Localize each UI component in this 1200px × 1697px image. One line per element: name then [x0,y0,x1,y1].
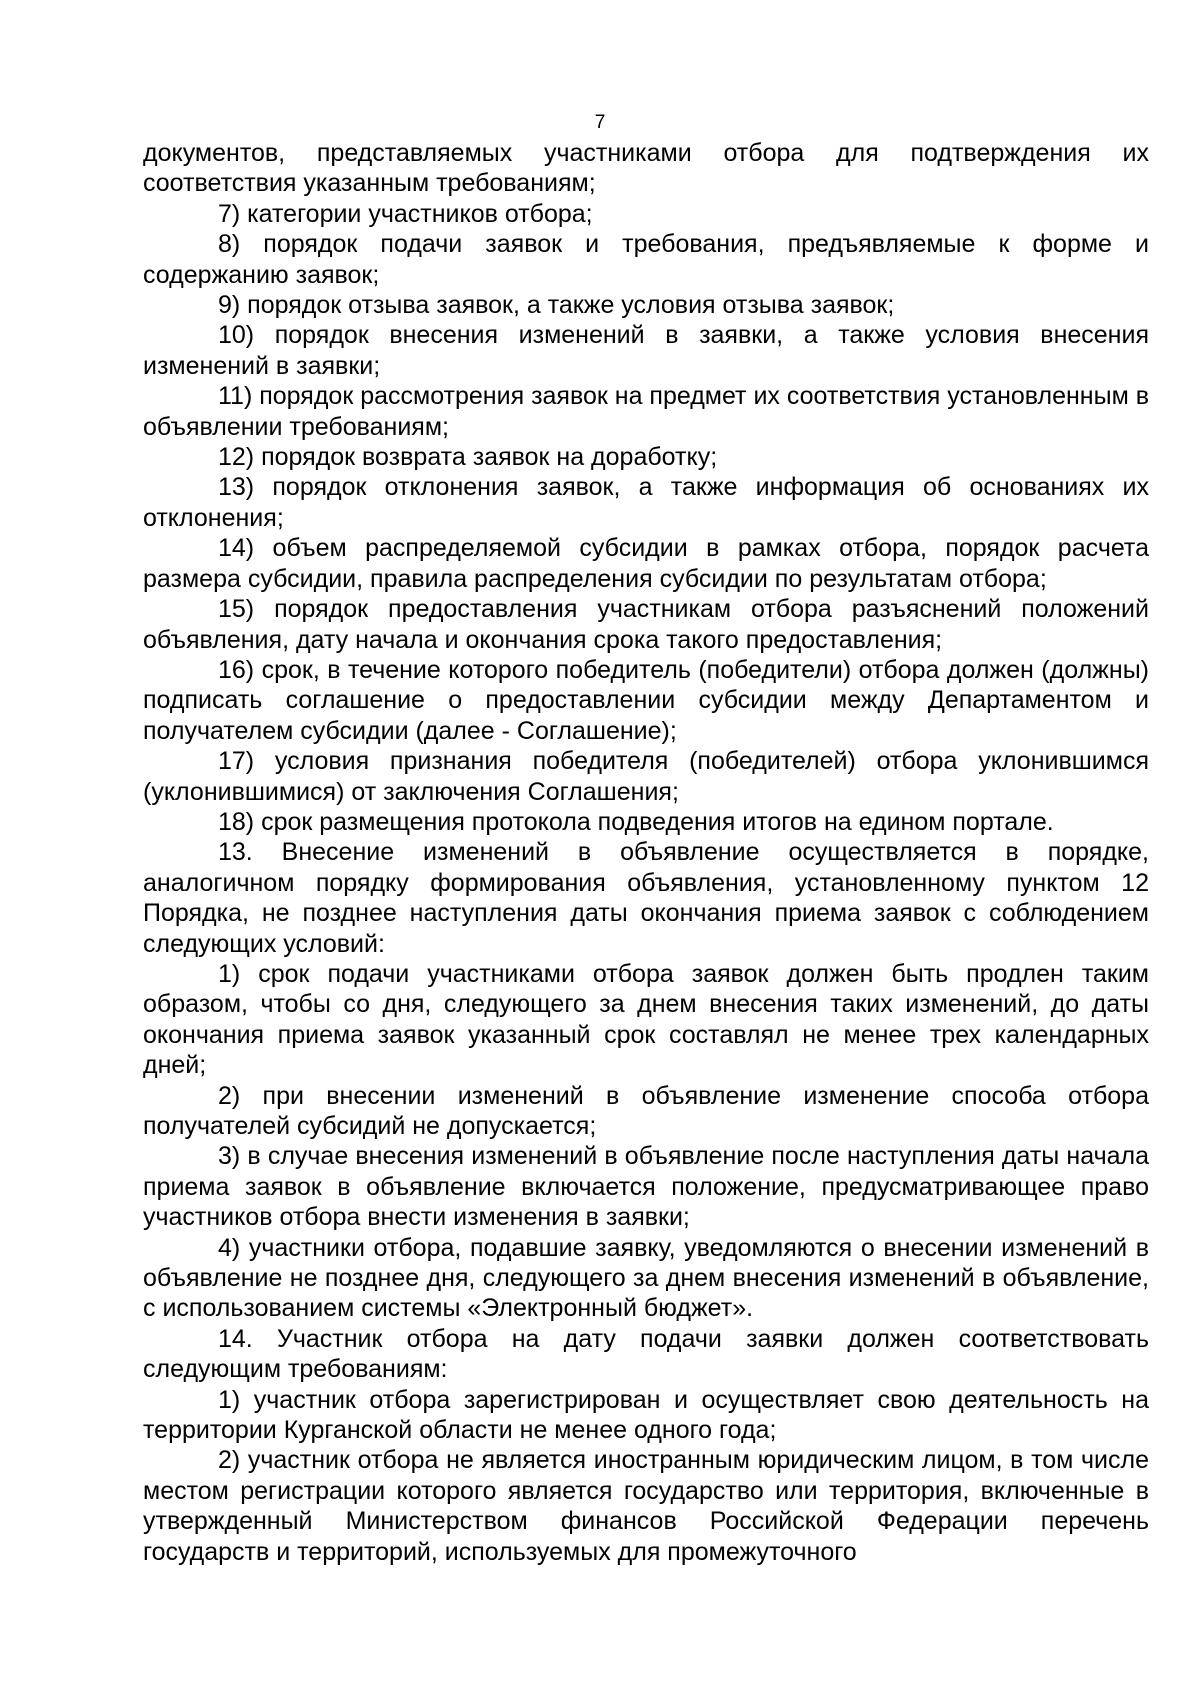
list-item-18: 18) срок размещения протокола подведения итогов на едином портале. [218,807,1054,836]
list-item-9: 9) порядок отзыва заявок, а также условия отзыва заявок; [218,291,895,320]
section-13-item-2: 2) при внесении изменений в объявление изменение способа отбора получателей субсидий не допускается; [143,1081,1149,1140]
section-14-item-2: 2) участник отбора не является иностранным юридическим лицом, в том числе местом регистрации которого является государство или территория, включенные в утвержденный Министерством финансов Российской Федерации перечень государств и территорий, используемых для промежуточного [143,1446,1149,1566]
list-item-8: 8) порядок подачи заявок и требования, предъявляемые к форме и содержанию заявок; [143,230,1149,289]
section-13-item-1: 1) срок подачи участниками отбора заявок должен быть продлен таким образом, чтобы со дня, следующего за днем внесения таких изменений, до даты окончания приема заявок указанный срок составлял не менее трех календарных дней; [143,959,1149,1080]
list-item-12: 12) порядок возврата заявок на доработку; [218,443,718,472]
section-14-item-1: 1) участник отбора зарегистрирован и осуществляет свою деятельность на территории Курганской области не менее одного года; [143,1385,1149,1445]
list-item-16: 16) срок, в течение которого победитель (победители) отбора должен (должны) подписать соглашение о предоставлении субсидии между Департаментом и получателем субсидии (далее - Соглашение); [143,655,1149,745]
list-item-10: 10) порядок внесения изменений в заявки, а также условия внесения изменений в заявки; [143,321,1149,380]
list-item-14: 14) объем распределяемой субсидии в рамках отбора, порядок расчета размера субсидии, правила распределения субсидии по результатам отбора; [143,534,1149,593]
paragraph-continuation: документов, представляемых участниками отбора для подтверждения их соответствия указанным требованиям; [143,139,1149,198]
page-number: 7 [594,112,606,133]
list-item-17: 17) условия признания победителя (победителей) отбора уклонившимся (уклонившимися) от заключения Соглашения; [143,747,1149,806]
list-item-7: 7) категории участников отбора; [218,199,593,228]
document-body [143,138,1149,1567]
list-item-15: 15) порядок предоставления участникам отбора разъяснений положений объявления, дату начала и окончания срока такого предоставления; [143,595,1149,654]
section-13-item-4: 4) участники отбора, подавшие заявку, уведомляются о внесении изменений в объявление не позднее дня, следующего за днем внесения изменений в объявление, с использованием системы «Электронный бюджет». [143,1233,1149,1323]
list-item-11: 11) порядок рассмотрения заявок на предмет их соответствия установленным в объявлении требованиям; [143,382,1149,441]
section-13: 13. Внесение изменений в объявление осуществляется в порядке, аналогичном порядку формирования объявления, установленному пунктом 12 Порядка, не позднее наступления даты окончания приема заявок с соблюдением следующих условий: [143,838,1149,958]
section-13-item-3: 3) в случае внесения изменений в объявление после наступления даты начала приема заявок в объявление включается положение, предусматривающее право участников отбора внести изменения в заявки; [143,1142,1149,1232]
list-item-13: 13) порядок отклонения заявок, а также информация об основаниях их отклонения; [143,473,1149,532]
section-14: 14. Участник отбора на дату подачи заявки должен соответствовать следующим требованиям: [143,1324,1149,1384]
